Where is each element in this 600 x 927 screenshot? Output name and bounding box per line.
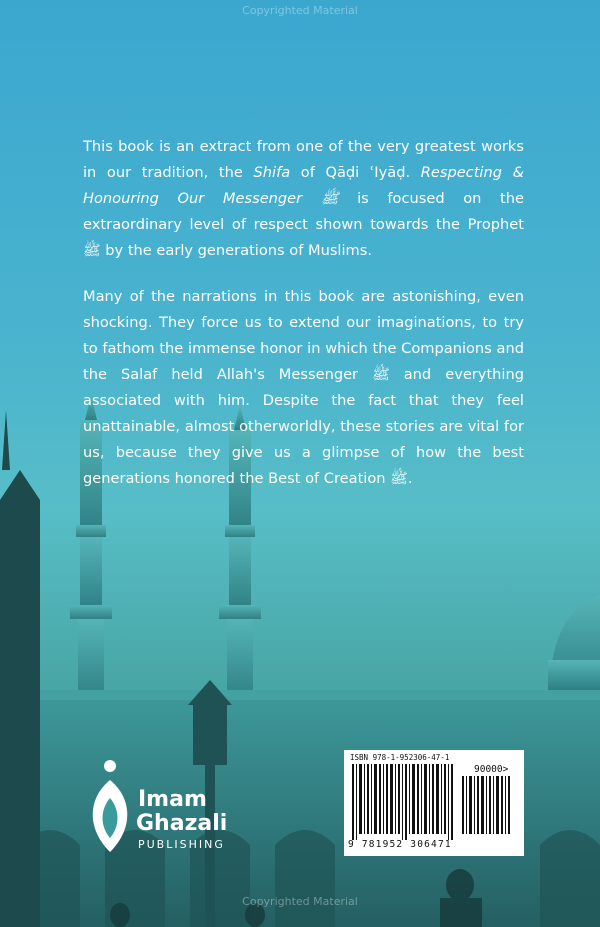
- blurb-paragraph-1: [83, 134, 524, 264]
- publisher-name: [138, 788, 227, 851]
- isbn-barcode: [344, 750, 524, 856]
- publisher-line-3: PUBLISHING: [138, 838, 225, 851]
- blurb-text: is focused on the extraordinary level of respect shown towards the Prophet ﷺ by the early generations of Muslims.: [83, 190, 524, 259]
- isbn-label: ISBN 978-1-952306-47-1: [350, 753, 450, 762]
- price-code: 90000>: [474, 764, 509, 775]
- back-cover-blurb: [83, 134, 524, 512]
- blurb-paragraph-2: Many of the narrations in this book are astonishing, even shocking. They force us to extend our imaginations, to try to fathom the immense honor in which the Companions and the Salaf held Allah's Messenger ﷺ and everything associated with him. Despite the fact that they feel unattainable, almost otherworldly, these stories are vital for us, because they give us a glimpse of how the best generations honored the Best of Creation ﷺ.: [83, 288, 524, 487]
- dome: [548, 595, 600, 690]
- copyright-watermark-top: Copyrighted Material: [242, 4, 358, 17]
- publisher-line-1: Imam: [138, 787, 207, 812]
- copyright-watermark-bottom: Copyrighted Material: [242, 895, 358, 908]
- publisher-line-2: Ghazali: [136, 811, 228, 836]
- isbn-digits: 9 781952 306471: [348, 839, 452, 850]
- book-title: Respecting & Honouring Our Messenger ﷺ: [83, 164, 524, 207]
- blurb-text: of Qāḍi ʿIyāḍ.: [290, 164, 421, 181]
- book-title-shifa: Shifa: [253, 164, 291, 181]
- blurb-text: This book is an extract from one of the very greatest works in our tradition, the: [83, 138, 524, 181]
- lantern-left: [0, 410, 40, 927]
